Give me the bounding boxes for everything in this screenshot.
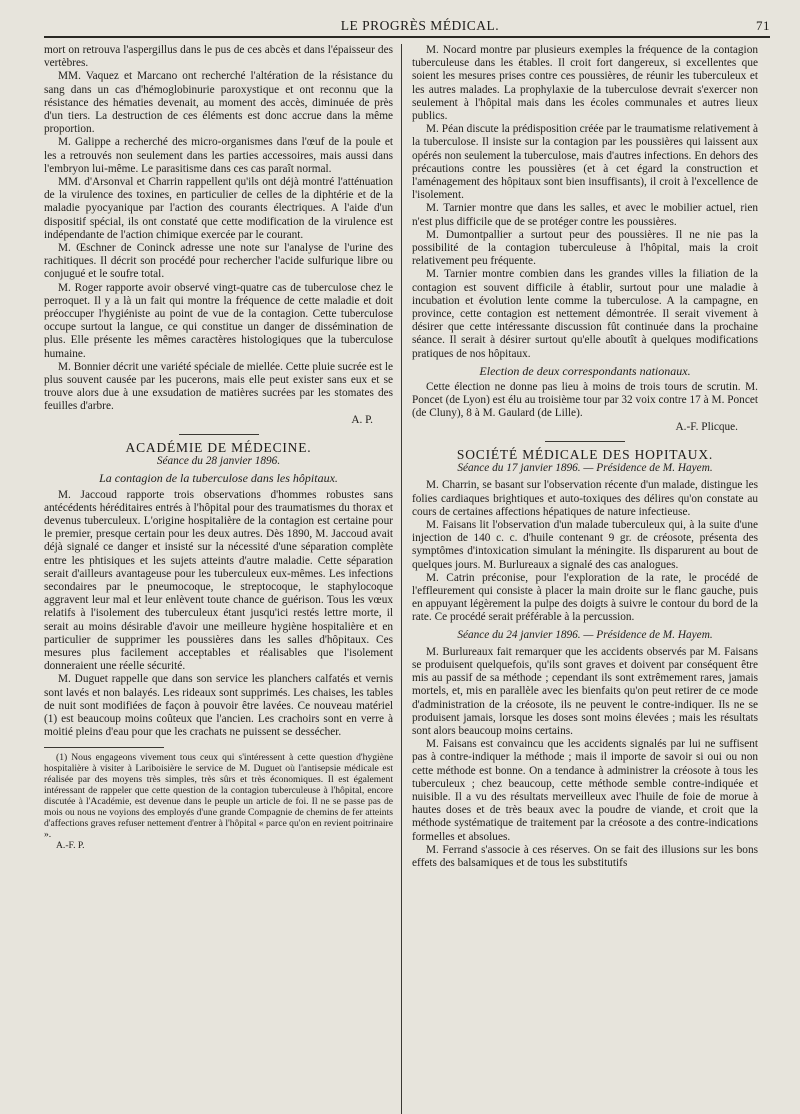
paragraph: M. Bonnier décrit une variété spéciale de miellée. Cette pluie sucrée est le plus souvent causée par les pucerons, mais elle peut exister sans eux et se trouve alors due à une exsudation de matières sucrées par les stomates des feuilles d'arbre. <box>44 360 394 413</box>
section-title: SOCIÉTÉ MÉDICALE DES HOPITAUX. <box>456 446 714 462</box>
footnote-divider <box>44 747 164 748</box>
signature: A.-F. Plicque. <box>675 420 738 433</box>
paragraph: M. Roger rapporte avoir observé vingt-quatre cas de tuberculose chez le perroquet. Il y a là un fait qui montre la fréquence de cette maladie et doit préoccuper l'hygiéniste au point de vue de la contagion. Cette tuberculose occupe surtout la langue, ce qui constitue un danger de dissémination de plus. Elle présente les mêmes caractères histologiques que la tuberculose humaine. <box>44 281 393 360</box>
session-date-text: Séance du 28 janvier 1896. <box>156 455 281 468</box>
paragraph: M. Nocard montre par plusieurs exemples la fréquence de la contagion tuberculeuse dans les étables. Il croit fort dangereux, si excellentes que soient les mesures prises contre ces poussières, de réunir les tuberculeux et les autres malades. La prophylaxie de la tuberculose devrait s'exercer non seulement à l'hôpital mais dans les écoles communales et autres lieux publics. <box>412 44 758 123</box>
paragraph: M. Dumontpallier a surtout peur des poussières. Il ne nie pas la possibilité de la contagion tuberculeuse à l'hôpital, mais la croit relativement peu fréquente. <box>412 228 758 268</box>
session-date-text: Séance du 17 janvier 1896. — Présidence de M. Hayem. <box>457 462 713 475</box>
paragraph: mort on retrouva l'aspergillus dans le pus de ces abcès et dans l'épaisseur des vertèbres. <box>44 44 393 70</box>
session-date <box>44 455 393 468</box>
page-header <box>44 14 770 38</box>
paragraph: M. Burlureaux fait remarquer que les accidents observés par M. Faisans se produisent quelquefois, qu'ils sont graves et doivent par conséquent être mis au passif de sa méthode ; cependant ils sont extrêmement rares, jamais mortels, et, mis en parallèle avec les bienfaits qu'on peut retirer de ce mode d'administration de la créosote, ils ne peuvent le contre-indiquer. Ils ne se produisent jamais, lorsque les doses sont moins élevées ; mais les résultats sont alors beaucoup moins certains. <box>412 645 758 737</box>
subsection-title: Election de deux correspondants nationaux. <box>479 363 691 378</box>
paragraph: M. Péan discute la prédisposition créée par le traumatisme relativement à la tuberculose. Il insiste sur la contagion par les poussières qui laissent aux opérés non seulement la tuberculose, mais d'autres infections. En dehors des précautions contre les poussières (et à cet égard la construction et l'aménagement des hôpitaux sont bien insuffisants), il croit à l'excellence de l'isolement. <box>412 123 758 202</box>
paragraph: M. Faisans est convaincu que les accidents signalés par lui ne suffisent pas à contre-indiquer la méthode ; mais il importe de savoir si oui ou non cette méthode est bonne. On a tendance à administrer la créosote à tous les tuberculeux ; chez beaucoup, cette méthode semble contre-indiquée et nuisible. Il a vu des résultats merveilleux avec l'huile de foie de morue à hautes doses et de très beaux avec la poudre de viande, et croit que la méthode systématique de traitement par la créosote a des contre-indications formelles et absolues. <box>412 738 758 843</box>
session-date <box>412 462 758 475</box>
section-divider <box>179 434 259 435</box>
paragraph: M. Tarnier montre combien dans les grandes villes la filiation de la contagion est souvent difficile à établir, surtout pour une maladie à incubation et évolution lente comme la tuberculose. A la campagne, en province, cette contagion est nettement démontrée. Il serait vivement à désirer que cette intéressante discussion fût continuée dans la prochaine séance. Il serait à désirer surtout qu'elle aboutît à quelques modifications pratiques de nos hôpitaux. <box>412 268 758 360</box>
right-column <box>401 44 758 1114</box>
journal-title: LE PROGRÈS MÉDICAL. <box>340 18 500 33</box>
paragraph: MM. Vaquez et Marcano ont recherché l'altération de la résistance du sang dans un cas d'hémoglobinurie paroxystique et ont reconnu que la résistance des hématies devenait, au moment des accès, diminuée de près d'un tiers. La destruction de ces éléments est donc accrue dans la même proportion. <box>44 70 393 136</box>
paragraph: Cette élection ne donne pas lieu à moins de trois tours de scrutin. M. Poncet (de Lyon) est élu au troisième tour par 32 voix contre 17 à M. Poncet (de Cluny), 8 à M. Gaulard (de Lille). <box>412 381 758 420</box>
paragraph: M. Tarnier montre que dans les salles, et avec le mobilier actuel, rien n'est plus difficile que de se protéger contre les poussières. <box>412 202 758 228</box>
topic-title: La contagion de la tuberculose dans les hôpitaux. <box>99 471 338 486</box>
left-column <box>44 44 401 1114</box>
page-number: 71 <box>755 18 770 33</box>
paragraph: M. Jaccoud rapporte trois observations d'hommes robustes sans antécédents héréditaires entrés à l'hôpital pour des traumatismes du thorax et devenus tuberculeux. L'origine hospitalière de la contagion est certaine pour le premier, presque certain pour les deux autres. Dès 1890, M. Jaccoud avait déjà signalé ce danger et insisté sur la nécessité d'une séparation complète entre les phtisiques et les sujets atteints d'autre maladie. Cette séparation serait d'ailleurs avantageuse pour les tuberculeux eux-mêmes. Les infections secondaires par le pneumocoque, le streptocoque, le staphylocoque aggravent leur mal et leur enlèvent toute chance de guérison. Tous les vœux relatifs à l'isolement des tuberculeux étant jusqu'ici restés lettre morte, il serait au moins désirable d'avoir une meilleure hygiène hospitalière et en particulier de supprimer les poussières dans les salles d'hôpitaux. Ces mesures plus facilement acceptables et réalisables que l'isolement donneraient une réelle sécurité. <box>44 488 393 673</box>
session-date <box>412 629 758 642</box>
columns <box>44 44 770 1114</box>
section-title: ACADÉMIE DE MÉDECINE. <box>125 439 312 455</box>
paragraph: M. Ferrand s'associe à ces réserves. On se fait des illusions sur les bons effets des balsamiques et de tous les substitutifs <box>412 843 758 869</box>
section-divider <box>545 441 625 442</box>
session-date-text: Séance du 24 janvier 1896. — Présidence de M. Hayem. <box>457 628 713 641</box>
footnote: (1) Nous engageons vivement tous ceux qui s'intéressent à cette question d'hygiène hospitalière à visiter à Lariboisière le service de M. Duguet où l'antisepsie médicale est réalisée par des moyens très simples, très sûrs et très économiques. Il est également intéressant de rappeler que cette question de la contagion tuberculeuse à l'hôpital, encore discutée à l'Académie, est devenue dans le peuple un article de foi. Il ne se passe pas de mois ou nous ne voyions des employés d'une grande Compagnie de chemins de fer atteints d'affections graves refuser nettement d'entrer à l'hôpital « parce qu'on en revient poitrinaire ». <box>44 752 393 841</box>
paragraph: MM. d'Arsonval et Charrin rappellent qu'ils ont déjà montré l'atténuation de la virulence des toxines, en particulier de celles de la diphtérie et de la maladie pyocyanique par l'action des courants électriques. A l'aide d'un dispositif spécial, ils ont constaté que cette modification de la virulence est indépendante de l'action chimique exercée par le courant. <box>44 176 393 241</box>
paragraph: M. Faisans lit l'observation d'un malade tuberculeux qui, à la suite d'une injection de 140 c. c. d'huile contenant 9 gr. de créosote, présenta des symptômes d'intoxication simulant la méningite. Ils disparurent au bout de quelques jours. M. Burlureaux a signalé des cas analogues. <box>412 518 758 571</box>
signature: A. P. <box>351 413 373 426</box>
paragraph: M. Catrin préconise, pour l'exploration de la rate, le procédé de l'effleurement qui consiste à placer la main droite sur le flanc gauche, puis en appuyant légèrement la pulpe des doigts à suivre le contour du bord de la rate. Ce procédé serait préférable à la percussion. <box>412 571 758 624</box>
paragraph: M. Charrin, se basant sur l'observation récente d'un malade, distingue les folies cardiaques brightiques et auto-toxiques des délires qu'on constate au cours de certaines affections hépatiques de nature infectieuse. <box>412 479 758 518</box>
paragraph: M. Œschner de Coninck adresse une note sur l'analyse de l'urine des rachitiques. Il décrit son procédé pour rechercher l'acide sulfurique libre ou conjugué et le soufre total. <box>44 242 393 281</box>
footnote-signature: A.-F. P. <box>56 840 85 852</box>
paragraph: M. Duguet rappelle que dans son service les planchers calfatés et vernis sont lavés et non balayés. Les rideaux sont supprimés. Les chaises, les tables de nuit sont modifiées de façon à pouvoir être lavées. Ce nouveau matériel (1) est beaucoup moins coûteux que l'ancien. Les crachoirs sont en verre à moitié pleins d'eau pour que les crachats ne puissent se dessécher. <box>44 673 393 739</box>
paragraph: M. Galippe a recherché des micro-organismes dans l'œuf de la poule et les a retrouvés non seulement dans les parties accessoires, mais aussi dans l'embryon lui-même. Le parasitisme dans ces cas paraît normal. <box>44 136 393 175</box>
